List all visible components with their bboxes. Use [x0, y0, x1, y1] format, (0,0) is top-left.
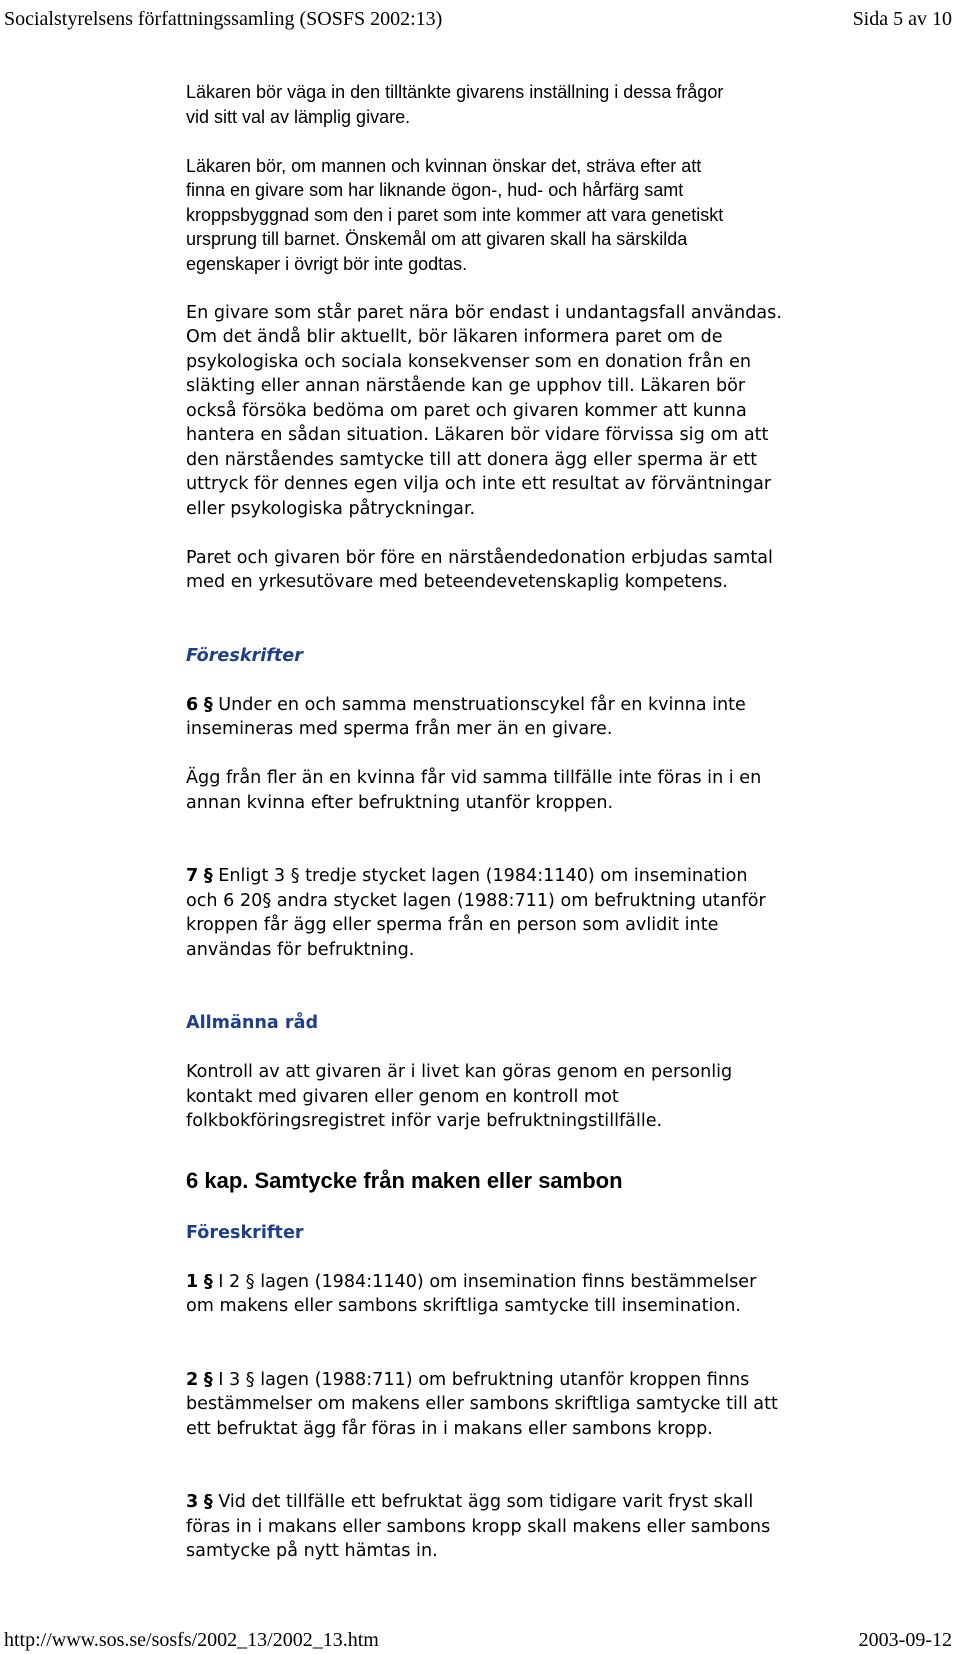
section-2-text: I 3 § lagen (1988:711) om befruktning utanför kroppen finns bestämmelser om makens eller sambons skriftliga samtycke till att ett befruktat ägg får föras in i makans eller sambons kropp.	[186, 1369, 778, 1439]
section-sign: §	[203, 1369, 213, 1390]
section-1-text: I 2 § lagen (1984:1140) om insemination finns bestämmelser om makens eller sambons skriftliga samtycke till insemination.	[186, 1271, 757, 1316]
section-7-number: 7	[186, 866, 199, 886]
chapter-heading: 6 kap. Samtycke från maken eller sambon	[186, 1168, 623, 1193]
paragraph-narstaende-givare: En givare som står paret nära bör endast i undantagsfall användas. Om det ändå blir aktuellt, bör läkaren informera paret om de psykologiska och sociala konsekvenser som en donation från en släkting eller annan närstående kan ge upphov till. Läkaren bör också försöka bedöma om paret och givaren kommer att kunna hantera en sådan situation. Läkaren bör vidare förvissa sig om att den närståendes samtycke till att donera ägg eller sperma är ett uttryck för dennes egen vilja och inte ett resultat av förväntningar eller psykologiska påtryckningar.	[186, 302, 782, 519]
document-title: Socialstyrelsens författningssamling (SOSFS 2002:13)	[4, 7, 443, 30]
heading-foreskrifter-2: Föreskrifter	[186, 1222, 304, 1243]
paragraph-liknande-drag	[186, 154, 886, 277]
chapter-6-section-2	[186, 1368, 886, 1442]
section-7	[186, 864, 886, 962]
section-3-number: 3	[186, 1492, 199, 1512]
section-sign: §	[203, 866, 213, 886]
source-url-link[interactable]: http://www.sos.se/sosfs/2002_13/2002_13.htm	[4, 1628, 379, 1651]
paragraph-liknande-drag-text: Läkaren bör, om mannen och kvinnan önskar det, sträva efter att finna en givare som har liknande ögon-, hud- och hårfärg samt kroppsbyggnad som den i paret som inte kommer att vara genetiskt ursprung till barnet.	[186, 155, 724, 249]
heading-foreskrifter: Föreskrifter	[186, 645, 303, 666]
section-7-text: Enligt 3 § tredje stycket lagen (1984:1140) om insemination och 6 20§ andra stycket lagen (1988:711) om befruktning utanför kroppen får ägg eller sperma från en person som avlidit inte användas för befruktning.	[186, 866, 766, 960]
section-2-number: 2	[186, 1369, 199, 1390]
paragraph-kontroll-givare: Kontroll av att givaren är i livet kan göras genom en personlig kontakt med givaren eller genom en kontroll mot folkbokföringsregistret inför varje befruktningstillfälle.	[186, 1062, 733, 1131]
chapter-6-section-3	[186, 1490, 886, 1564]
document-body	[186, 80, 886, 1588]
section-6-number: 6	[186, 694, 199, 715]
heading-allmanna-rad: Allmänna råd	[186, 1013, 319, 1033]
section-6-text: Under en och samma menstruationscykel får en kvinna inte insemineras med sperma från mer än en givare.	[186, 694, 746, 739]
section-sign: §	[203, 694, 213, 715]
section-sign: §	[203, 1492, 213, 1512]
paragraph-onskemal-text: Önskemål om att givaren skall ha särskilda egenskaper i övrigt bör inte godtas.	[186, 229, 688, 274]
section-3-text: Vid det tillfälle ett befruktat ägg som tidigare varit fryst skall föras in i makans eller sambons kropp skall makens eller sambons samtycke på nytt hämtas in.	[186, 1492, 771, 1561]
section-1-number: 1	[186, 1271, 199, 1292]
paragraph-samtal: Paret och givaren bör före en närståendedonation erbjudas samtal med en yrkesutövare med beteendevetenskaplig kompetens.	[186, 547, 773, 592]
page-number: Sida 5 av 10	[852, 7, 952, 30]
page-footer	[4, 1626, 952, 1654]
paragraph-givare-installning: Läkaren bör väga in den tilltänkte givarens inställning i dessa frågor vid sitt val av lämplig givare.	[186, 82, 724, 127]
document-date: 2003-09-12	[858, 1628, 952, 1651]
section-6	[186, 693, 886, 742]
section-sign: §	[203, 1271, 213, 1292]
section-6-paragraph-2: Ägg från fler än en kvinna får vid samma tillfälle inte föras in i en annan kvinna efter befruktning utanför kroppen.	[186, 768, 762, 813]
chapter-6-section-1	[186, 1270, 886, 1319]
page-header	[4, 4, 952, 34]
